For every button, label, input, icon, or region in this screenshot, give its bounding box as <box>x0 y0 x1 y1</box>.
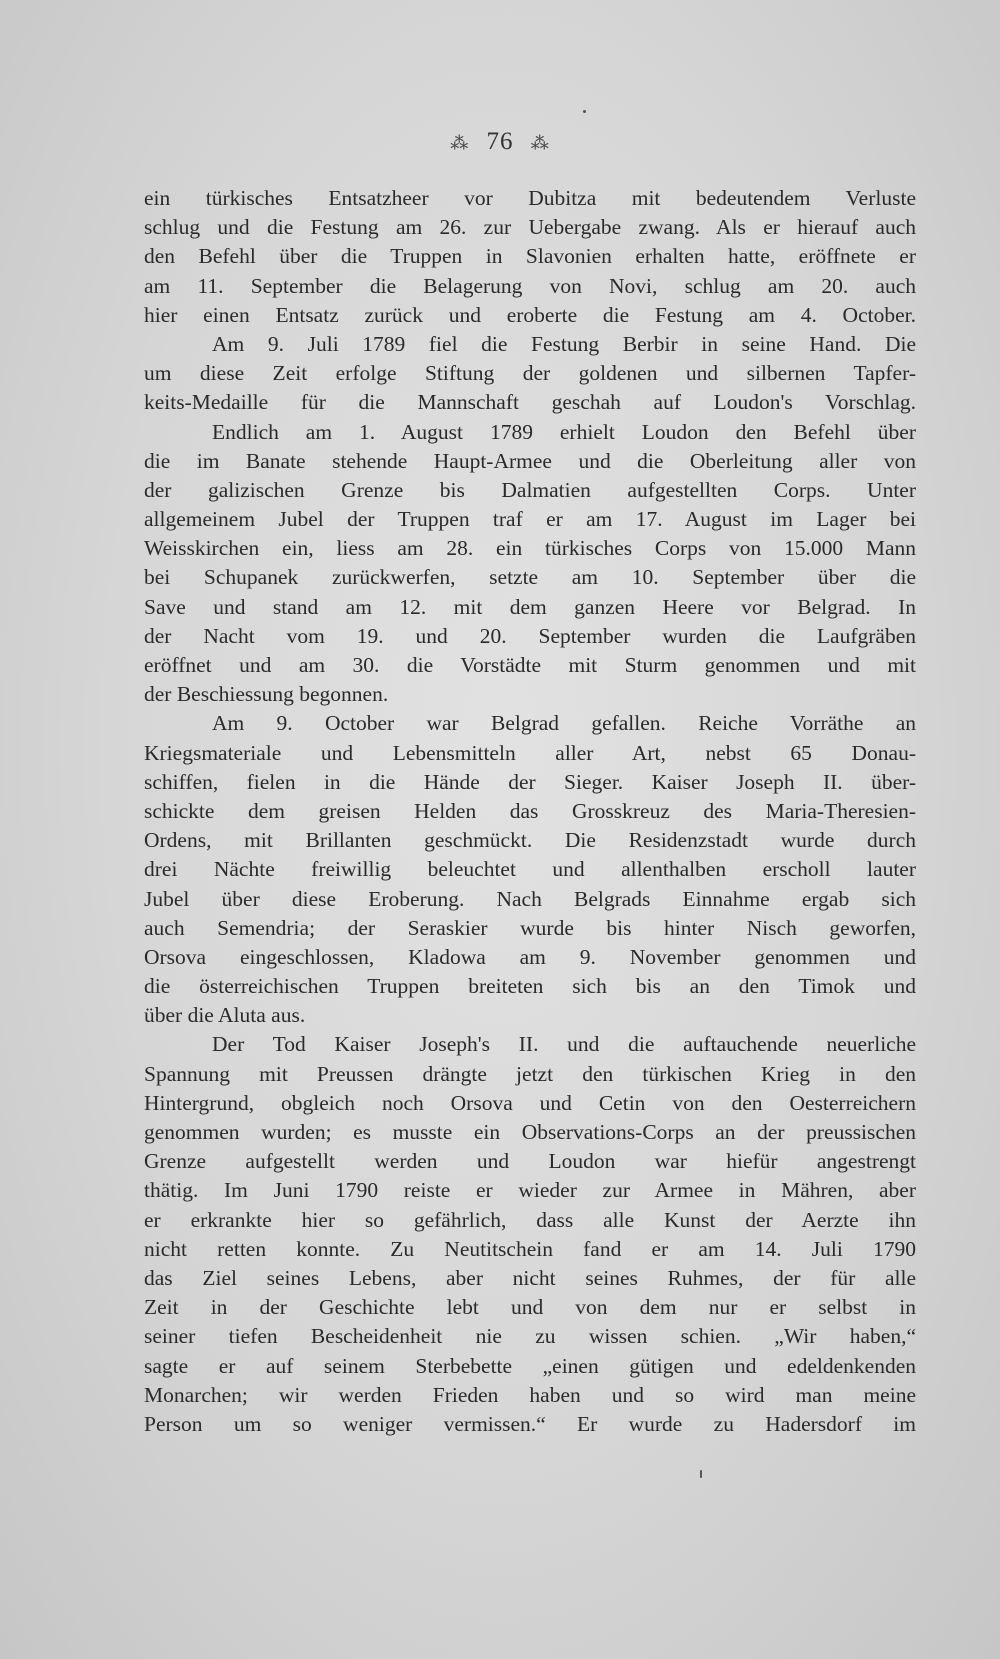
paragraph-start-line: Am 9. October war Belgrad gefallen. Reiche Vorräthe an <box>212 711 916 736</box>
text-line: nicht retten konnte. Zu Neutitschein fand er am 14. Juli 1790 <box>144 1236 916 1261</box>
text-line: Kriegsmateriale und Lebensmitteln aller Art, nebst 65 Donau- <box>144 740 916 765</box>
print-speck <box>700 1470 702 1478</box>
text-line: Person um so weniger vermissen.“ Er wurde zu Hadersdorf im <box>144 1411 916 1436</box>
ornament-left-icon: ⁂ <box>450 132 470 153</box>
text-line: Orsova eingeschlossen, Kladowa am 9. November genommen und <box>144 944 916 969</box>
text-line: allgemeinem Jubel der Truppen traf er am 17. August im Lager bei <box>144 507 916 532</box>
text-line: um diese Zeit erfolge Stiftung der goldenen und silbernen Tapfer- <box>144 361 916 386</box>
text-line: keits-Medaille für die Mannschaft geschah auf Loudon's Vorschlag. <box>144 390 916 415</box>
text-line: Spannung mit Preussen drängte jetzt den türkischen Krieg in den <box>144 1061 916 1086</box>
text-line: hier einen Entsatz zurück und eroberte die Festung am 4. October. <box>144 302 916 327</box>
text-line: Monarchen; wir werden Frieden haben und so wird man meine <box>144 1382 916 1407</box>
text-line: Hintergrund, obgleich noch Orsova und Cetin von den Oesterreichern <box>144 1090 916 1115</box>
text-line: eröffnet und am 30. die Vorstädte mit Sturm genommen und mit <box>144 653 916 677</box>
text-line: Weisskirchen ein, liess am 28. ein türkisches Corps von 15.000 Mann <box>144 536 916 561</box>
text-line: thätig. Im Juni 1790 reiste er wieder zur Armee in Mähren, aber <box>144 1178 916 1203</box>
ornament-right-icon: ⁂ <box>530 132 550 153</box>
text-line: schickte dem greisen Helden das Grosskreuz des Maria-Theresien- <box>144 798 916 823</box>
text-line: das Ziel seines Lebens, aber nicht seines Ruhmes, der für alle <box>144 1265 916 1290</box>
paragraph-end-line: der Beschiessung begonnen. <box>144 682 389 707</box>
text-line: am 11. September die Belagerung von Novi, schlug am 20. auch <box>144 273 916 298</box>
text-line: schiffen, fielen in die Hände der Sieger. Kaiser Joseph II. über- <box>144 769 916 794</box>
text-line: den Befehl über die Truppen in Slavonien erhalten hatte, eröffnete er <box>144 244 916 269</box>
text-line: er erkrankte hier so gefährlich, dass alle Kunst der Aerzte ihn <box>144 1207 916 1232</box>
text-line: Zeit in der Geschichte lebt und von dem nur er selbst in <box>144 1295 916 1320</box>
body-text <box>144 184 916 1439</box>
print-speck <box>583 110 586 113</box>
paragraph-start-line: Endlich am 1. August 1789 erhielt Loudon den Befehl über <box>212 419 916 444</box>
text-line: seiner tiefen Bescheidenheit nie zu wissen schien. „Wir haben,“ <box>144 1324 916 1349</box>
text-line: Ordens, mit Brillanten geschmückt. Die Residenzstadt wurde durch <box>144 828 916 853</box>
text-line: bei Schupanek zurückwerfen, setzte am 10. September über die <box>144 565 916 590</box>
text-line: die österreichischen Truppen breiteten sich bis an den Timok und <box>144 974 916 999</box>
text-line: Jubel über diese Eroberung. Nach Belgrads Einnahme ergab sich <box>144 886 916 911</box>
text-line: drei Nächte freiwillig beleuchtet und allenthalben erscholl lauter <box>144 857 916 882</box>
text-line: die im Banate stehende Haupt-Armee und die Oberleitung aller von <box>144 448 916 473</box>
text-line: der galizischen Grenze bis Dalmatien aufgestellten Corps. Unter <box>144 477 916 502</box>
text-line: der Nacht vom 19. und 20. September wurden die Laufgräben <box>144 623 916 648</box>
text-line: ein türkisches Entsatzheer vor Dubitza mit bedeutendem Verluste <box>144 186 916 210</box>
paragraph-start-line: Am 9. Juli 1789 fiel die Festung Berbir in seine Hand. Die <box>212 331 916 356</box>
text-line: auch Semendria; der Seraskier wurde bis hinter Nisch geworfen, <box>144 915 916 940</box>
text-line: genommen wurden; es musste ein Observations-Corps an der preussischen <box>144 1120 916 1144</box>
paragraph-start-line: Der Tod Kaiser Joseph's II. und die auftauchende neuerliche <box>212 1032 916 1057</box>
page-header <box>0 128 1000 156</box>
text-line: sagte er auf seinem Sterbebette „einen gütigen und edeldenkenden <box>144 1353 916 1378</box>
text-line: Save und stand am 12. mit dem ganzen Heere vor Belgrad. In <box>144 594 916 619</box>
text-line: schlug und die Festung am 26. zur Uebergabe zwang. Als er hierauf auch <box>144 215 916 240</box>
text-line: Grenze aufgestellt werden und Loudon war hiefür angestrengt <box>144 1149 916 1174</box>
page-number: 76 <box>486 128 514 155</box>
paragraph-end-line: über die Aluta aus. <box>144 1003 306 1028</box>
